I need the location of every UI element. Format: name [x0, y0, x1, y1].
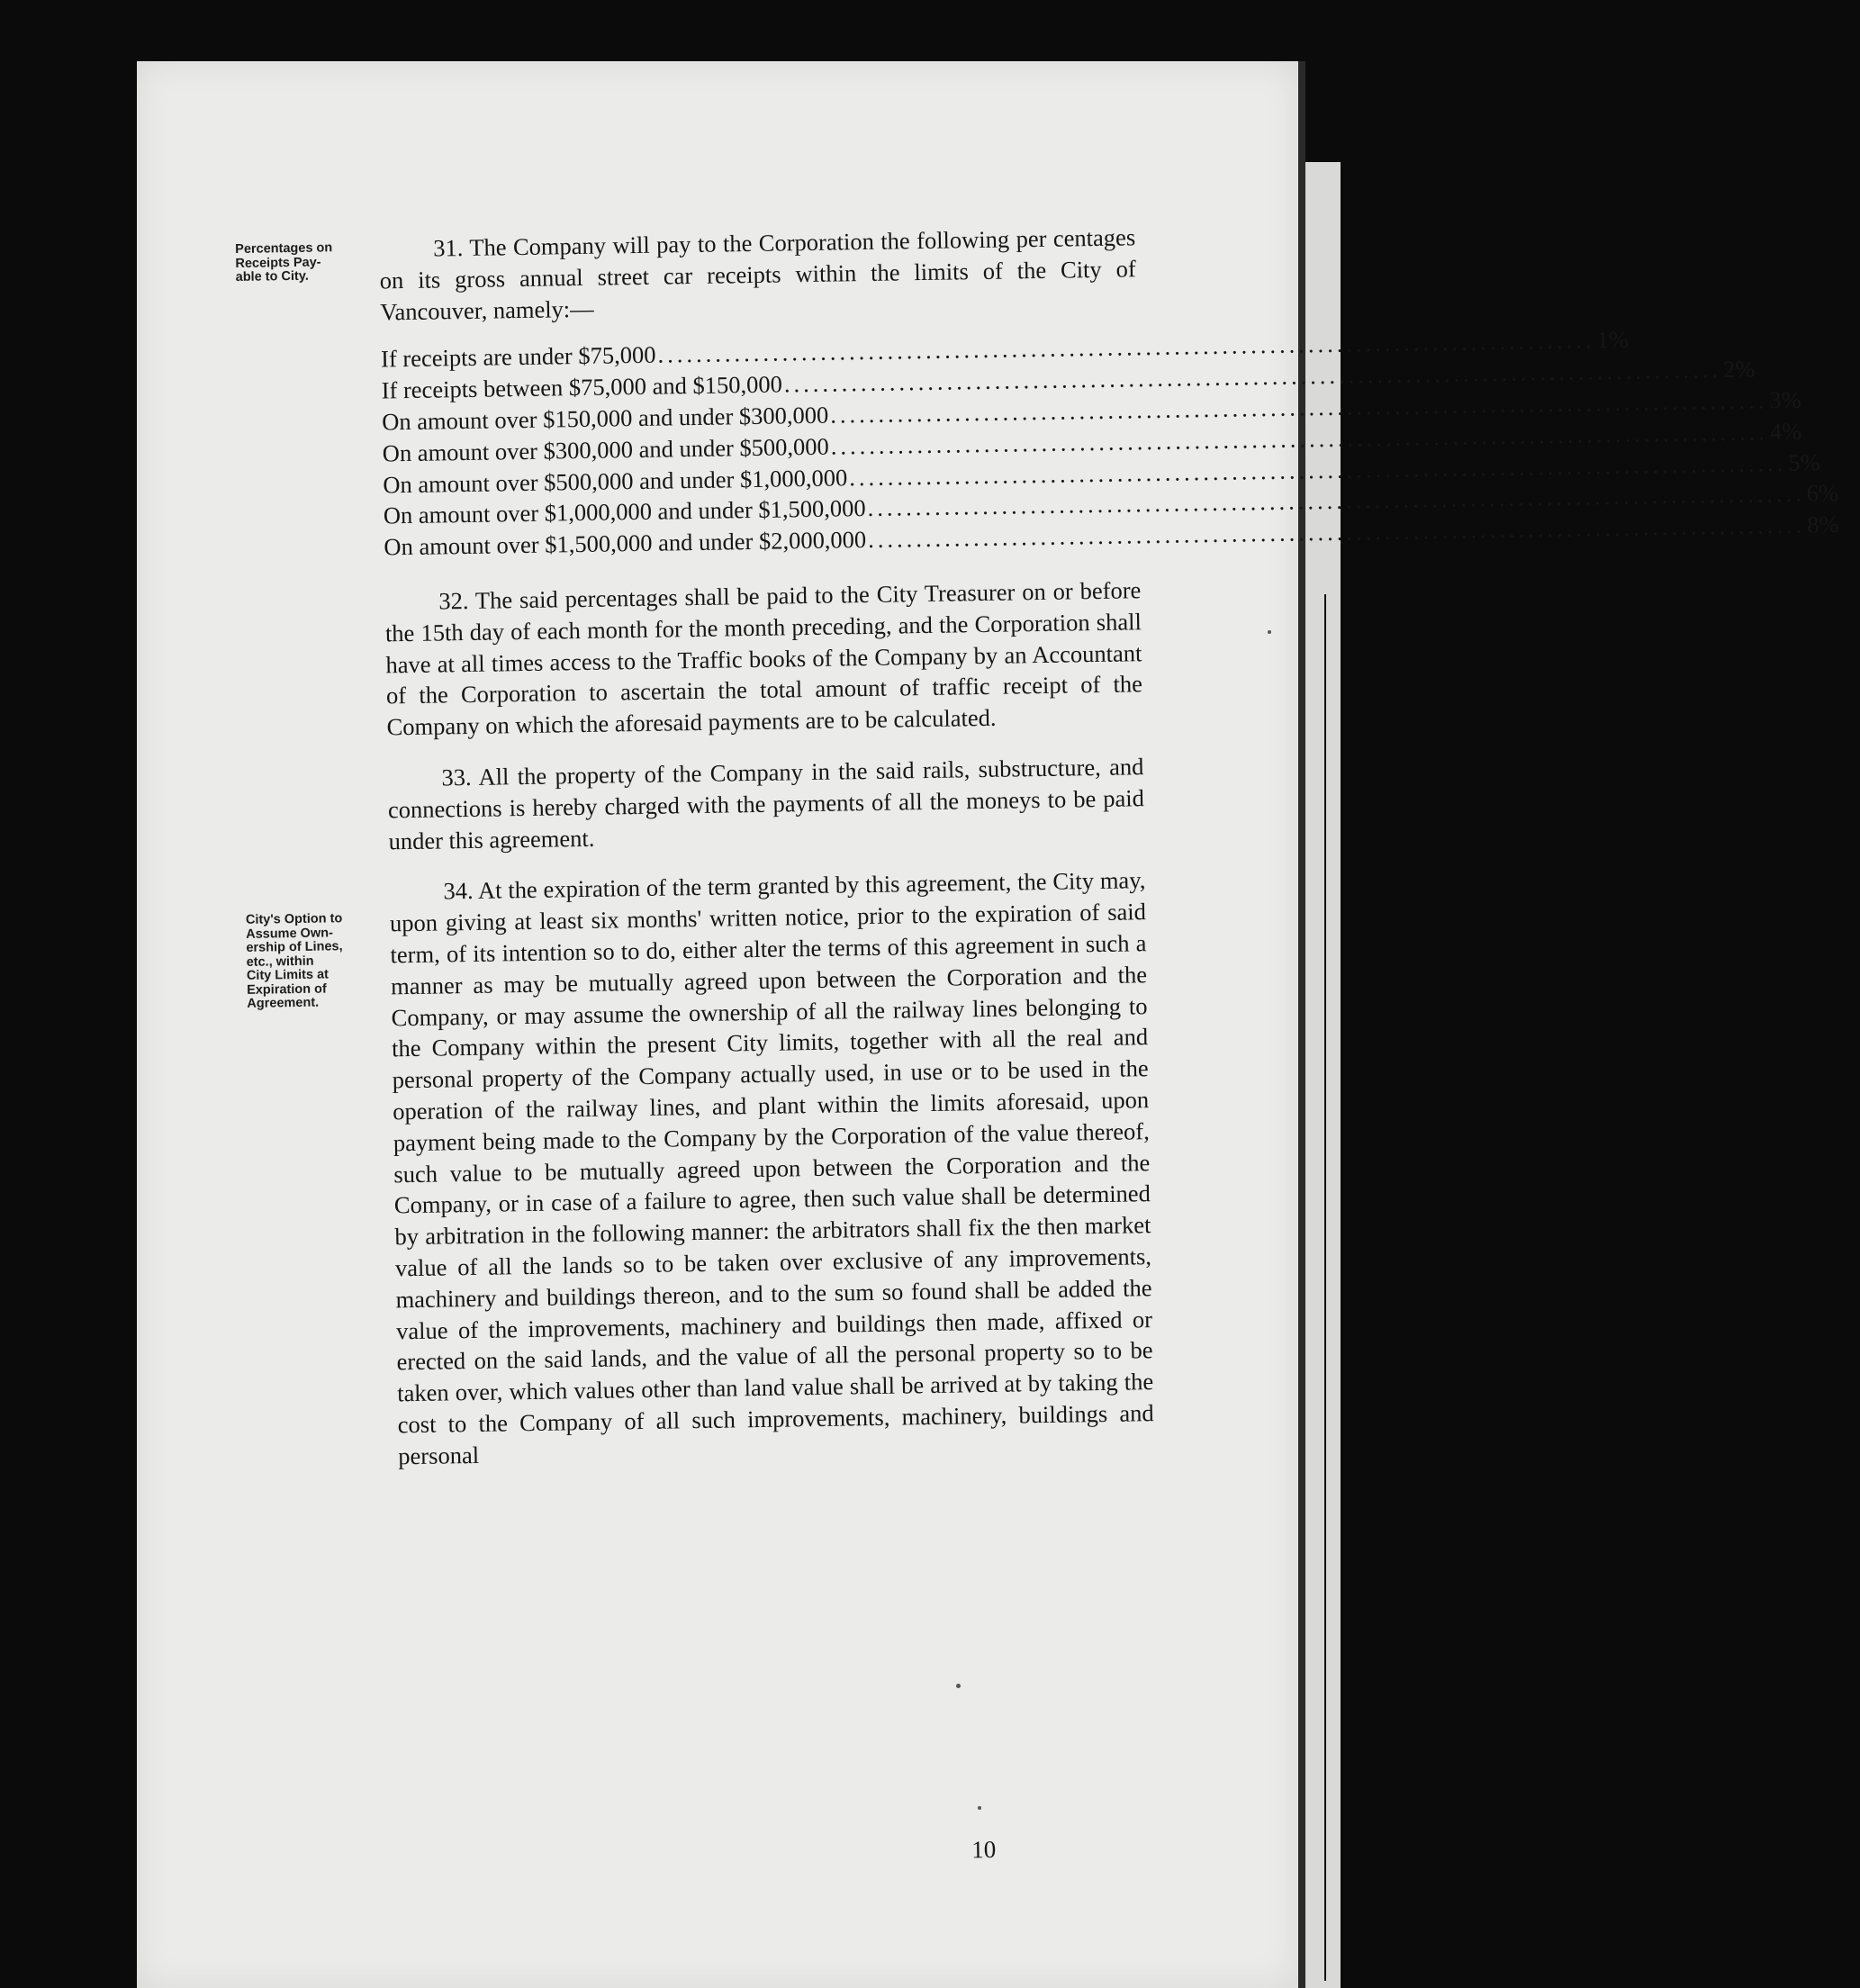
- rate-label: On amount over $1,000,000 and under $1,500,000: [383, 494, 866, 529]
- adjacent-page-border: [1324, 594, 1326, 1981]
- rate-label: If receipts between $75,000 and $150,000: [381, 370, 783, 404]
- rate-value: 2%: [1722, 355, 1756, 384]
- paragraph-34: 34. At the expiration of the term granted by this agreement, the City may, upon giving at least six months' written notice, prior to the expiration of said term, of its intention so to do, either alter the terms of this agreement in such a manner as may be mutually agreed upon between the Corporation and the Company, or may assume the ownership of all the railway lines belonging to the Company within the present City limits, together with all the real and personal property of the Company actually used, in use or to be used in the operation of the railway lines, and plant within the limits aforesaid, upon payment being made to the Company by the Corporation of the value thereof, such value to be mutually agreed upon between the Corporation and the Company, or in case of a failure to agree, then such value shall be determined by arbitration in the following manner: the arbitrators shall fix the then market value of all the lands so to be taken over exclusive of any improvements, machinery and buildings thereon, and to the sum so found shall be added the value of the improvements, machinery and buildings then made, affixed or erected on the said lands, and the value of all the personal property so to be taken over, which values other than land value shall be arrived at by taking the cost to the Company of all such improvements, machinery, buildings and personal: [389, 866, 1154, 1469]
- page-number: 10: [971, 1835, 997, 1864]
- paragraph-31: 31. The Company will pay to the Corporation the following per centages on its gross annual street car receipts within the limits of the City of Vancouver, namely:—: [379, 223, 1136, 326]
- percentage-schedule: [237, 326, 1839, 565]
- leader-dots: ..................................................................................................: [830, 418, 1769, 460]
- rate-label: On amount over $500,000 and under $1,000,000: [383, 463, 848, 499]
- paragraph-33: 33. All the property of the Company in the said rails, substructure, and connections is hereby charged with the payments of all the moneys to be paid under this agreement.: [387, 753, 1145, 854]
- scan-speck: [1268, 630, 1271, 634]
- scan-speck: [956, 1684, 961, 1688]
- leader-dots: ..................................................................................................: [830, 386, 1768, 429]
- rate-value: 6%: [1806, 479, 1839, 507]
- sidenote-percentages: Percentages on Receipts Pay- able to City.: [235, 240, 333, 285]
- rate-value: 4%: [1769, 417, 1802, 446]
- leader-dots: ..................................................................................................: [848, 448, 1787, 491]
- rate-label: On amount over $1,500,000 and under $2,000,000: [384, 526, 867, 561]
- rate-label: On amount over $150,000 and under $300,000: [382, 401, 829, 436]
- leader-dots: ..................................................................................................: [783, 356, 1722, 398]
- rate-value: 8%: [1807, 511, 1839, 538]
- scan-speck: [978, 1806, 981, 1810]
- sidenote-city-option: City's Option to Assume Own- ership of Lines, etc., within City Limits at Expiration of Agreement.: [245, 911, 343, 1011]
- document-body: [234, 166, 1839, 1864]
- rate-value: 3%: [1769, 385, 1801, 414]
- rate-value: 5%: [1788, 447, 1820, 476]
- leader-dots: ..................................................................................................: [867, 511, 1806, 554]
- rate-label: If receipts are under $75,000: [380, 341, 656, 373]
- leader-dots: ..................................................................................................: [867, 480, 1805, 522]
- rate-label: On amount over $300,000 and under $500,000: [382, 432, 830, 467]
- paragraph-32: 32. The said percentages shall be paid to the City Treasurer on or before the 15th day of each month for the month preceding, and the Corporation shall have at all times access to the Traffic books of the Company by an Accountant of the Corporation to ascertain the total amount of traffic receipt of the Company on which the aforesaid payments are to be calculated.: [384, 576, 1143, 741]
- leader-dots: ..................................................................................................: [657, 326, 1595, 369]
- rate-value: 1%: [1596, 326, 1630, 354]
